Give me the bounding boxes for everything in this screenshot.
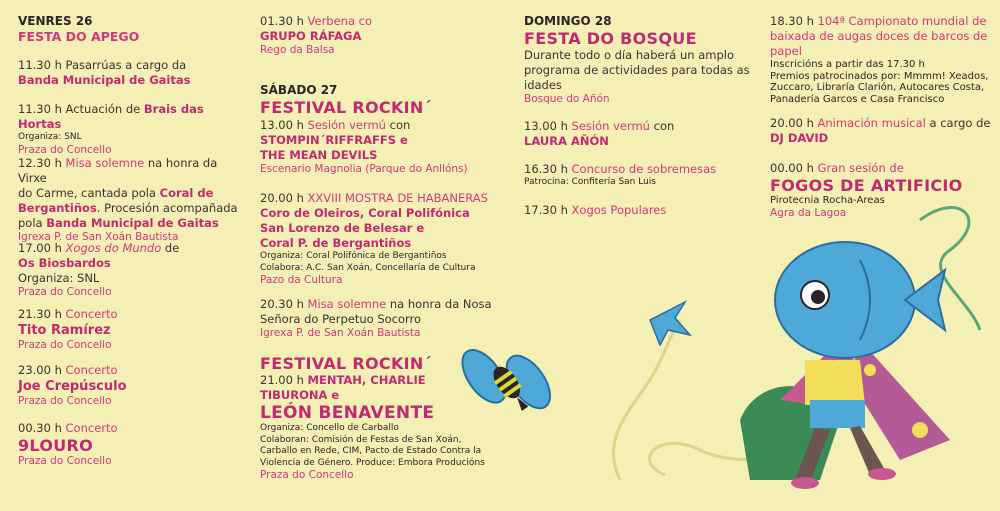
performer-name: Tito Ramírez <box>18 323 111 338</box>
event-time: 17.30 h <box>524 203 568 217</box>
performer-name: Brais das Hortas <box>18 102 204 131</box>
event-text: a cargo de <box>929 116 991 130</box>
performer-name: Joe Crepúsculo <box>18 379 127 394</box>
registration: Inscricións a partir das 17.30 h <box>770 59 925 70</box>
event-type: Xogos do Mundo <box>65 241 162 255</box>
event-type: Concerto <box>65 421 118 435</box>
description: programa de actividades para todas as <box>524 63 750 77</box>
event-type: papel <box>770 44 802 58</box>
venue: Praza do Concello <box>18 455 112 467</box>
event-text: Actuación de <box>65 102 141 116</box>
event-item <box>18 421 248 468</box>
event-type: Misa solemne <box>65 156 145 170</box>
event-item <box>18 156 248 244</box>
description: Durante todo o día haberá un amplo <box>524 48 735 62</box>
performer-name: TIBURONA e <box>260 388 340 402</box>
day-heading: DOMINGO 28 <box>524 14 612 28</box>
event-text: . Procesión acompañada <box>96 201 238 215</box>
performer-name: STOMPIN´RIFFRAFFS e <box>260 133 408 147</box>
event-item <box>770 116 995 146</box>
sponsor: Zuccaro, Libraría Clarión, Autocares Costa, <box>770 82 985 93</box>
event-time: 13.00 h <box>524 119 568 133</box>
event-text: con <box>653 119 675 133</box>
event-time: 16.30 h <box>524 162 568 176</box>
venue: Praza do Concello <box>18 286 112 298</box>
performer-name: Banda Municipal de Gaitas <box>18 73 191 87</box>
sponsor: Pirotecnia Rocha-Areas <box>770 195 885 206</box>
event-time: 00.00 h <box>770 161 814 175</box>
event-type: 104ª Campionato mundial de <box>817 14 987 28</box>
event-item <box>18 241 248 299</box>
event-item <box>18 58 248 88</box>
venue: Praza do Concello <box>260 469 354 481</box>
festival-title: FESTIVAL ROCKIN´ <box>260 98 432 117</box>
performer-name: 9LOURO <box>18 436 94 455</box>
event-time: 11.30 h <box>18 58 62 72</box>
organizer: Organiza: Concello de Carballo <box>260 423 399 433</box>
collaborator: Violencia de Género. Produce: Embora Producións <box>260 457 485 468</box>
venue: Rego da Balsa <box>260 44 335 56</box>
event-time: 21.00 h <box>260 373 304 387</box>
venue: Praza do Concello <box>18 143 112 156</box>
event-type: Misa solemne <box>307 297 387 311</box>
event-type: Sesión vermú <box>307 118 386 132</box>
fish-head-kid-illustration <box>620 190 1000 511</box>
event-item <box>260 14 510 57</box>
sponsor: Panadería Garcos e Casa Francisco <box>770 93 945 105</box>
sponsor: Patrocina: Confitería San Luis <box>524 177 656 187</box>
event-item <box>524 119 754 149</box>
event-item <box>260 118 510 176</box>
performer-name: GRUPO RÁFAGA <box>260 29 362 43</box>
organizer: Organiza: SNL <box>18 132 82 142</box>
venue: Praza do Concello <box>18 395 112 407</box>
performer-name: San Lorenzo de Belesar e <box>260 221 425 235</box>
event-type: Concerto <box>65 363 118 377</box>
performer-name: Bergantiños <box>18 201 97 215</box>
event-type: Xogos Populares <box>571 203 667 217</box>
sunday-header <box>524 14 754 106</box>
day-heading: SÁBADO 27 <box>260 83 338 97</box>
event-time: 00.30 h <box>18 421 62 435</box>
event-time: 20.00 h <box>770 116 814 130</box>
saturday-header <box>260 83 510 117</box>
event-text: pola <box>18 216 43 230</box>
event-type: XXVIII MOSTRA DE HABANERAS <box>307 191 488 205</box>
event-time: 17.00 h <box>18 241 62 255</box>
performer-name: LEÓN BENAVENTE <box>260 403 435 423</box>
performer-name: MENTAH, CHARLIE <box>307 373 426 387</box>
performer-name: Os Biosbardos <box>18 256 111 270</box>
event-time: 12.30 h <box>18 156 62 170</box>
performer-name: Banda Municipal de Gaitas <box>46 216 219 230</box>
performer-name: FOGOS DE ARTIFICIO <box>770 176 963 195</box>
festival-title: FESTIVAL ROCKIN´ <box>260 354 432 373</box>
performer-name: DJ DAVID <box>770 131 829 145</box>
event-item <box>18 363 248 408</box>
event-text: Señora do Perpetuo Socorro <box>260 312 422 326</box>
day-heading: VENRES 26 <box>18 14 93 28</box>
collaborator: Colabora: A.C. San Xoán, Concellaría de Cultura <box>260 262 476 273</box>
description: idades <box>524 78 562 92</box>
venue: Pazo da Cultura <box>260 274 343 286</box>
event-text: na honra da Virxe <box>18 156 218 185</box>
event-item <box>770 14 995 105</box>
event-time: 13.00 h <box>260 118 304 132</box>
friday-header <box>18 14 248 44</box>
event-type: Sesión vermú <box>571 119 650 133</box>
event-item <box>18 102 248 157</box>
performer-name: Coral de <box>159 186 214 200</box>
event-time: 20.00 h <box>260 191 304 205</box>
event-item <box>524 162 754 189</box>
collaborator: Colaboran: Comisión de Festas de San Xoán, <box>260 434 462 445</box>
event-text: de <box>164 241 180 255</box>
event-type: Concurso de sobremesas <box>571 162 717 176</box>
event-item <box>18 307 248 352</box>
performer-name: THE MEAN DEVILS <box>260 148 378 162</box>
event-text: do Carme, cantada pola <box>18 186 156 200</box>
event-type: Verbena co <box>307 14 373 28</box>
performer-name: LAURA AÑÓN <box>524 134 609 148</box>
event-item <box>260 191 510 287</box>
venue: Bosque do Añón <box>524 93 610 105</box>
event-type: Animación musical <box>817 116 926 130</box>
event-time: 20.30 h <box>260 297 304 311</box>
event-type: baixada de augas doces de barcos de <box>770 29 988 43</box>
event-time: 18.30 h <box>770 14 814 28</box>
event-text: con <box>389 118 411 132</box>
event-type: Concerto <box>65 307 118 321</box>
venue: Igrexa P. de San Xoán Bautista <box>18 231 179 243</box>
organizer: Organiza: Coral Polifónica de Bergantiños <box>260 251 447 261</box>
organizer: Organiza: SNL <box>18 271 100 285</box>
event-time: 21.30 h <box>18 307 62 321</box>
venue: Igrexa P. de San Xoán Bautista <box>260 327 421 339</box>
sponsor: Premios patrocinados por: Mmmm! Xeados, <box>770 70 989 82</box>
event-text: Pasarrúas a cargo da <box>65 58 187 72</box>
venue: Praza do Concello <box>18 339 112 351</box>
festival-title: FESTA DO APEGO <box>18 29 140 44</box>
performer-name: Coro de Oleiros, Coral Polifónica <box>260 206 470 220</box>
event-type: Gran sesión de <box>817 161 904 175</box>
festival-title: FESTA DO BOSQUE <box>524 29 697 48</box>
event-time: 23.00 h <box>18 363 62 377</box>
event-time: 11.30 h <box>18 102 62 116</box>
event-time: 01.30 h <box>260 14 304 28</box>
venue: Escenario Magnolia (Parque do Anllóns) <box>260 163 468 175</box>
bee-illustration <box>455 325 555 440</box>
event-text: na honra da Nosa <box>389 297 492 311</box>
performer-name: Coral P. de Bergantiños <box>260 236 412 250</box>
collaborator: Carballo en Rede, CIM, Pacto de Estado Contra la <box>260 446 482 456</box>
venue: Agra da Lagoa <box>770 206 847 219</box>
